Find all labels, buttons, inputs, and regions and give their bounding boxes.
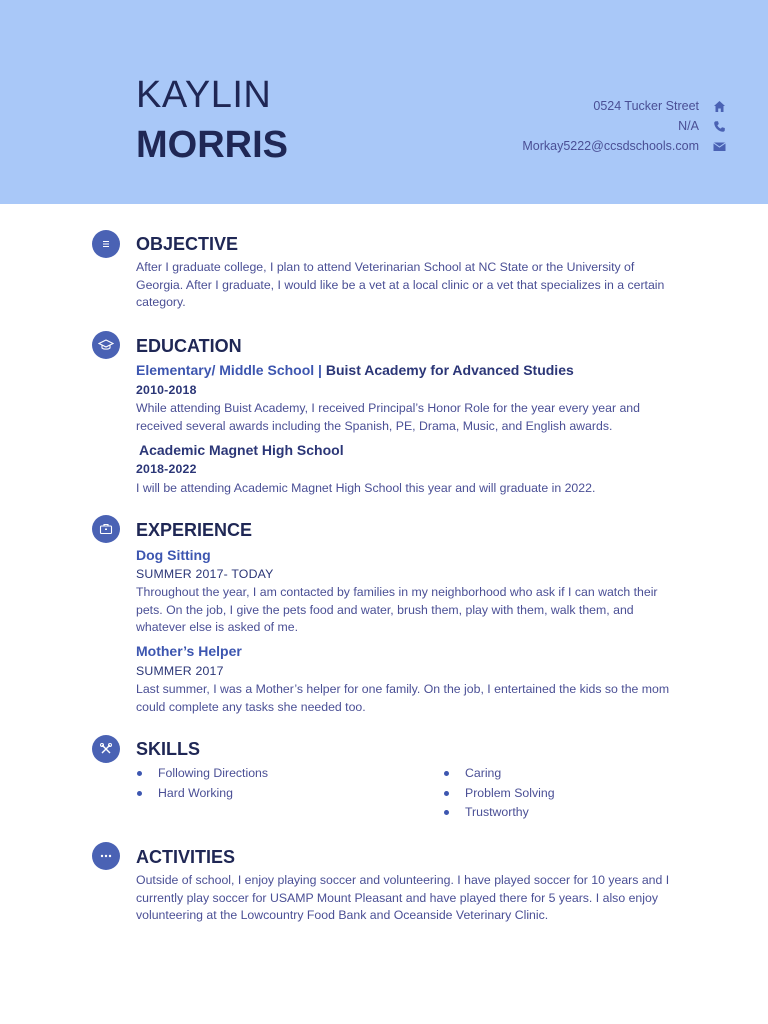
objective-text: After I graduate college, I plan to attend Veterinarian School at NC State or the University of Georgia. After I graduate, I would like be a vet at a local clinic or a vet that specializes in a certain category. bbox=[136, 260, 665, 310]
education-entry-1-dates: 2010-2018 bbox=[136, 383, 197, 397]
resume-header bbox=[0, 0, 768, 204]
graduation-cap-icon bbox=[92, 331, 120, 359]
objective-title: OBJECTIVE bbox=[136, 234, 239, 254]
institution: Buist Academy for Advanced Studies bbox=[325, 362, 574, 378]
more-icon bbox=[92, 842, 120, 870]
job-1-dates: SUMMER 2017- TODAY bbox=[136, 567, 274, 581]
education-entry-2-description: I will be attending Academic Magnet High School this year and will graduate in 2022. bbox=[136, 481, 596, 495]
contact-phone bbox=[366, 116, 726, 136]
education-title: EDUCATION bbox=[136, 336, 242, 356]
skill-item: Trustworthy bbox=[465, 805, 529, 819]
education-entry-1-description: While attending Buist Academy, I received Principal’s Honor Role for the year every year and received several awards including the Spanish, PE, Drama, Music, and English awards. bbox=[136, 401, 640, 433]
phone-icon bbox=[713, 120, 726, 133]
education-entry-2-heading bbox=[139, 442, 344, 458]
skill-item: Hard Working bbox=[158, 786, 233, 800]
contact-address bbox=[366, 96, 726, 116]
experience-title: EXPERIENCE bbox=[136, 520, 253, 540]
job-1-role: Dog Sitting bbox=[136, 547, 211, 563]
skill-item: Following Directions bbox=[158, 766, 269, 780]
tools-icon bbox=[92, 735, 120, 763]
degree: Elementary/ Middle School bbox=[136, 362, 315, 378]
phone-text: N/A bbox=[678, 119, 699, 133]
separator: | bbox=[314, 362, 326, 378]
education-entry-2-dates: 2018-2022 bbox=[136, 462, 197, 476]
activities-title: ACTIVITIES bbox=[136, 847, 236, 867]
institution: Academic Magnet High School bbox=[139, 442, 344, 458]
briefcase-icon bbox=[92, 515, 120, 543]
list-icon bbox=[92, 230, 120, 258]
home-icon bbox=[713, 100, 726, 113]
job-2-dates: SUMMER 2017 bbox=[136, 664, 224, 678]
email-text[interactable]: Morkay5222@ccsdschools.com bbox=[522, 139, 699, 153]
job-2-description: Last summer, I was a Mother’s helper for one family. On the job, I entertained the kids so the mom could complete any tasks she needed too. bbox=[136, 682, 670, 714]
first-name: KAYLIN bbox=[136, 74, 272, 116]
education-entry-1-heading bbox=[136, 362, 574, 378]
contact-email bbox=[366, 136, 726, 156]
skills-title: SKILLS bbox=[136, 739, 201, 759]
last-name: MORRIS bbox=[136, 124, 288, 166]
address-text: 0524 Tucker Street bbox=[593, 99, 699, 113]
skill-item: Caring bbox=[465, 766, 502, 780]
job-2-role: Mother’s Helper bbox=[136, 643, 242, 659]
mail-icon bbox=[713, 140, 726, 153]
activities-text: Outside of school, I enjoy playing soccer and volunteering. I have played soccer for 10 years and I currently play soccer for USAMP Mount Pleasant and have played there for 5 years. I also enjoy volunteering at the Lowcountry Food Bank and Oceanside Veterinary Clinic. bbox=[136, 873, 670, 923]
skill-item: Problem Solving bbox=[465, 786, 555, 800]
job-1-description: Throughout the year, I am contacted by families in my neighborhood who ask if I can watch their pets. On the job, I give the pets food and water, brush them, play with them, walk them, and whatever else is asked of me. bbox=[136, 585, 658, 635]
contact-info bbox=[366, 96, 726, 156]
